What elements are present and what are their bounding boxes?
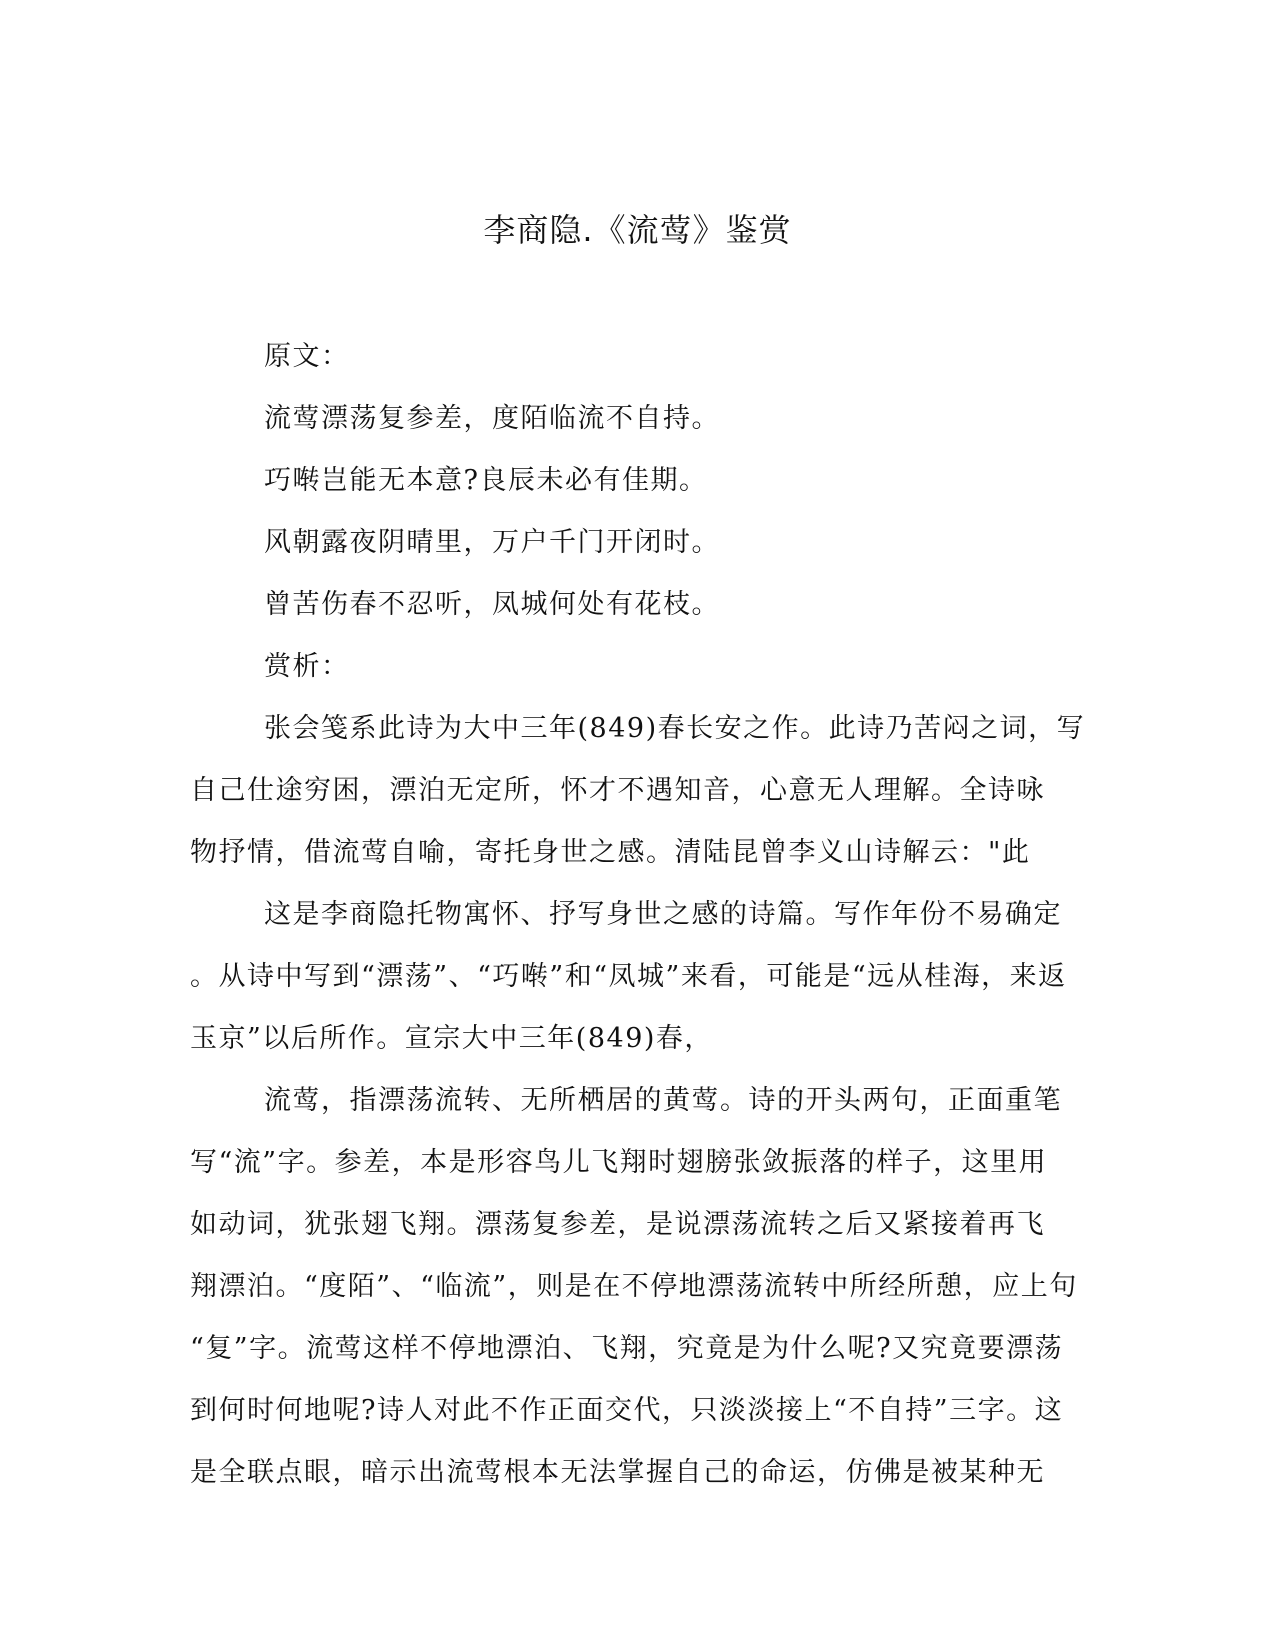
text-line: 自己仕途穷困，漂泊无定所，怀才不遇知音，心意无人理解。全诗咏 [190,775,1045,806]
text-line: 翔漂泊。“度陌”、“临流”，则是在不停地漂荡流转中所经所憩，应上句 [190,1271,1078,1302]
text-line: 流莺，指漂荡流转、无所栖居的黄莺。诗的开头两句，正面重笔 [264,1085,1062,1116]
document-title: 李商隐.《流莺》鉴赏 [483,211,792,249]
poem-line: 流莺漂荡复参差，度陌临流不自持。 [264,403,720,434]
poem-line: 风朝露夜阴晴里，万户千门开闭时。 [264,527,720,558]
text-line: 写“流”字。参差，本是形容鸟儿飞翔时翅膀张敛振落的样子，这里用 [190,1147,1048,1178]
text-line: 这是李商隐托物寓怀、抒写身世之感的诗篇。写作年份不易确定 [264,899,1062,930]
text-line: “复”字。流莺这样不停地漂泊、飞翔，究竟是为什么呢?又究竟要漂荡 [190,1333,1064,1364]
text-line: 物抒情，借流莺自喻，寄托身世之感。清陆昆曾李义山诗解云："此 [190,837,1031,868]
poem-line: 曾苦伤春不忍听，凤城何处有花枝。 [264,589,720,620]
section-heading: 赏析： [264,651,350,682]
text-line: 。从诗中写到“漂荡”、“巧啭”和“凤城”来看，可能是“远从桂海，来返 [190,961,1067,992]
text-line: 是全联点眼，暗示出流莺根本无法掌握自己的命运，仿佛是被某种无 [190,1457,1045,1488]
text-line: 如动词，犹张翅飞翔。漂荡复参差，是说漂荡流转之后又紧接着再飞 [190,1209,1045,1240]
poem-line: 巧啭岂能无本意?良辰未必有佳期。 [264,465,708,496]
text-line: 玉京”以后所作。宣宗大中三年(849)春， [190,1023,713,1054]
text-line: 张会笺系此诗为大中三年(849)春长安之作。此诗乃苦闷之词，写 [264,713,1086,744]
text-line: 原文： [264,341,350,372]
document-body [190,326,1086,1504]
text-line: 到何时何地呢?诗人对此不作正面交代，只淡淡接上“不自持”三字。这 [190,1395,1064,1426]
